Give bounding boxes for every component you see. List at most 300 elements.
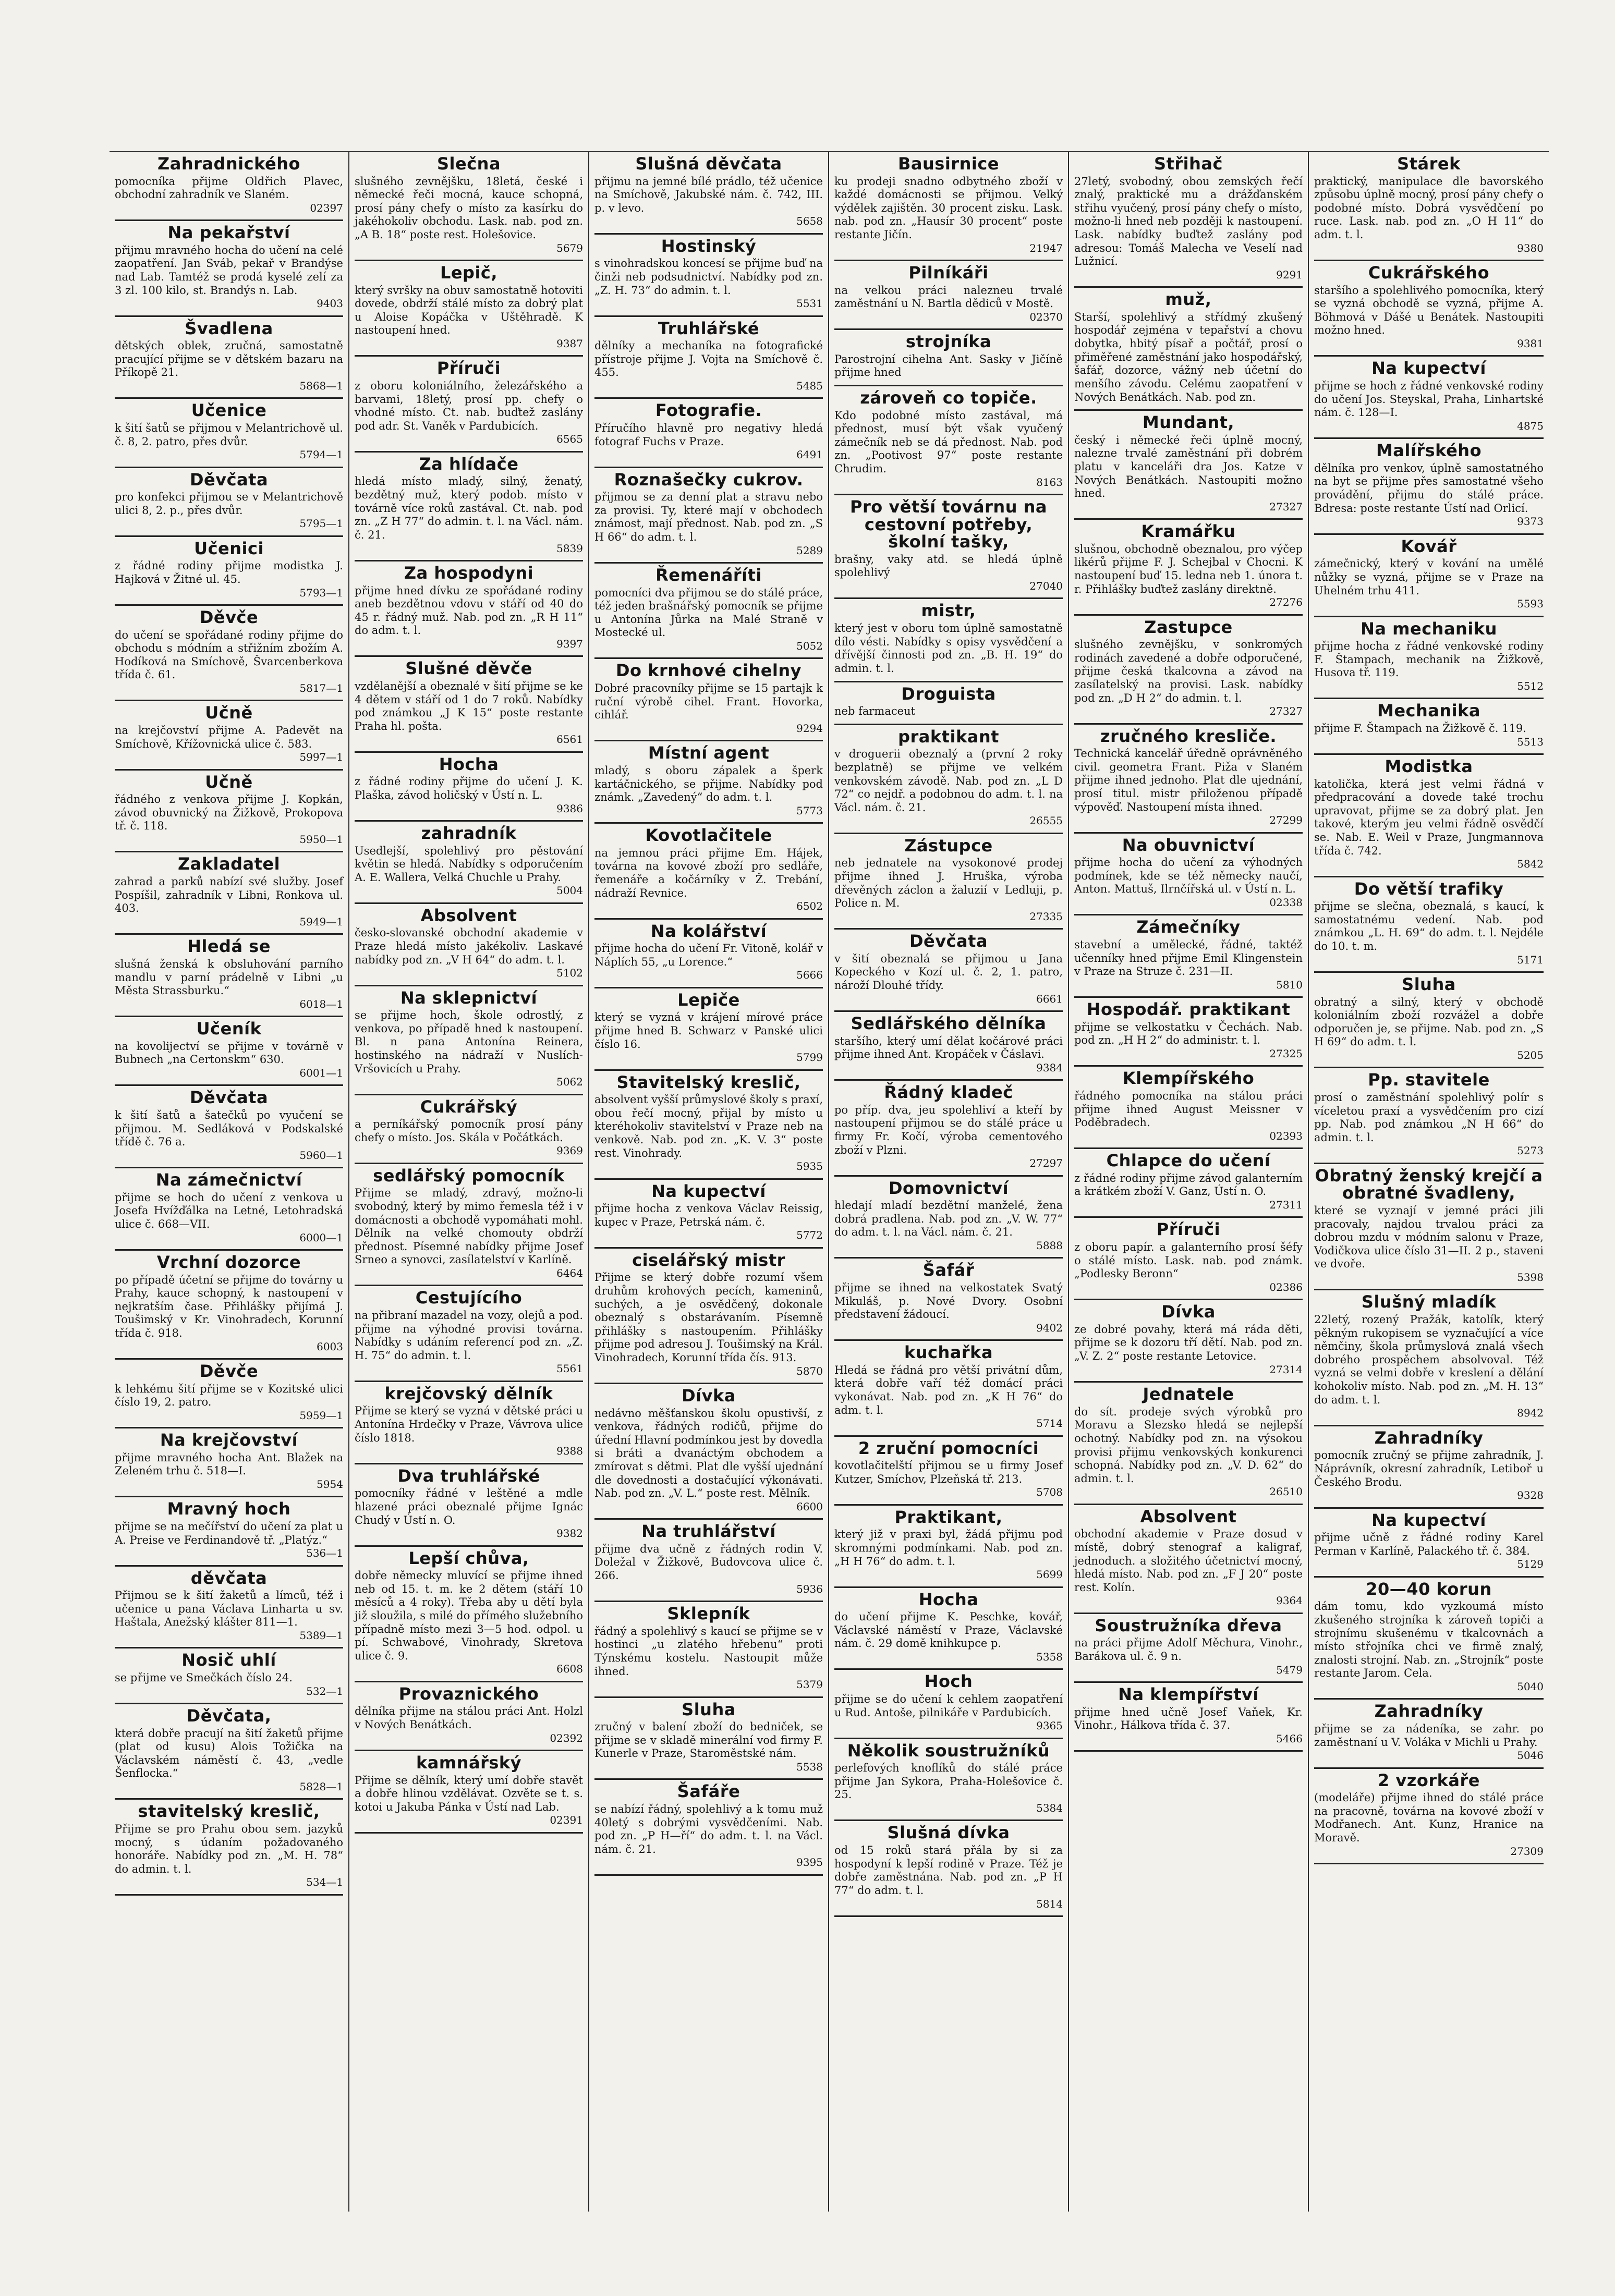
- classified-ad: [115, 1251, 343, 1360]
- ad-heading: Děvče: [199, 607, 259, 628]
- ad-heading: Na truhlářství: [641, 1521, 776, 1542]
- ad-reference-number: 9381: [1517, 337, 1544, 350]
- ad-heading: Hocha: [439, 754, 499, 774]
- ad-reference-number: 534—1: [306, 1876, 343, 1889]
- ad-heading: Šafáře: [677, 1781, 740, 1802]
- ad-reference-number: 02386: [1269, 1280, 1303, 1293]
- classified-ad: [1074, 725, 1303, 834]
- classified-ad: [115, 1704, 343, 1800]
- classified-ad: [594, 659, 823, 741]
- ad-body: staršího a spolehlivého pomocníka, který se vyzná obchodě se vyzná, přijme A. Böhmová v Dášé u Benátek. Nastoupiti možno hned.: [1314, 284, 1544, 337]
- ad-reference-number: 5814: [1036, 1897, 1063, 1910]
- classified-ad: [115, 1428, 343, 1497]
- ad-body: s vinohradskou koncesí se přijme buď na činži neb podsudnictví. Nabídky pod zn. „Z. H. 73“ do admin. t. l.: [594, 257, 823, 297]
- ad-body: Usedlejší, spolehlivý pro pěstování květin se hledá. Nabídky s odporučením A. E. Wallera, Velká Chuchle u Prahy.: [355, 844, 583, 884]
- ad-heading: Učně: [205, 703, 253, 723]
- classified-ad: [594, 317, 823, 399]
- ad-reference-number: 5512: [1517, 679, 1544, 692]
- ad-heading: zahradník: [421, 823, 517, 843]
- ad-heading: Soustružníka dřeva: [1095, 1615, 1282, 1635]
- ad-body: přijme se do učení k cehlem zaopatření u Rud. Antoše, pilnikáře v Pardubicích.: [834, 1693, 1063, 1719]
- ad-reference-number: 6464: [556, 1267, 583, 1280]
- classified-ad: [115, 537, 343, 606]
- classified-ad: [594, 1180, 823, 1249]
- classified-ad: [355, 986, 583, 1095]
- ad-reference-number: 27335: [1029, 910, 1063, 923]
- classified-ad: [355, 453, 583, 561]
- ad-reference-number: 21947: [1029, 241, 1063, 254]
- ad-heading: Nosič uhlí: [181, 1650, 276, 1670]
- ad-heading: Učně: [205, 772, 253, 792]
- ad-heading: Několik soustružníků: [847, 1740, 1050, 1761]
- classified-ad: [1074, 152, 1303, 288]
- ad-reference-number: 5772: [796, 1229, 823, 1242]
- ad-heading: Truhlářské: [658, 318, 760, 338]
- ad-heading: Řemenáříti: [655, 565, 762, 585]
- ad-reference-number: 5828—1: [299, 1780, 343, 1793]
- ad-heading: Na mechaniku: [1361, 618, 1497, 639]
- ad-heading: Děvčata,: [186, 1705, 272, 1726]
- classified-ad: [1314, 699, 1544, 755]
- ad-heading: Na obuvnictví: [1122, 835, 1255, 855]
- classified-ad: [1314, 1068, 1544, 1164]
- ad-heading: Absolvent: [420, 905, 517, 925]
- ad-heading: Slečna: [436, 154, 501, 174]
- column-1: [110, 152, 349, 2212]
- ad-heading: Za hospodyni: [404, 563, 534, 583]
- ad-heading: zároveň co topiče.: [860, 388, 1037, 408]
- ad-heading: Modistka: [1385, 756, 1473, 776]
- ad-body: z řádné rodiny přijme do učení J. K. Plaška, závod holičský v Ústí n. L.: [355, 775, 583, 801]
- ad-reference-number: 02392: [550, 1731, 583, 1744]
- ad-reference-number: 26510: [1269, 1485, 1303, 1498]
- ad-body: obchodní akademie v Praze dosud v místě, dobrý stenograf a kaligraf, jednoduch. a složitého účetnictví mocný, hledá místo. Nab. pod zn. „F J 20“ poste rest. Kolín.: [1074, 1528, 1303, 1594]
- classified-ad: [1074, 1383, 1303, 1505]
- ad-body: nedávno měšťanskou školu opustivší, z venkova, řádných rodičů, přijme do úřední Hlavní podmínkou jest by dovedla si bráti a dvanáctým obchodem a zmírovat s dětmi. Plat dle vyšší ujednání dle dovednosti a dostačující výkonávati. Nab. pod zn. „V. L.“ poste rest. Mělník.: [594, 1407, 823, 1500]
- ad-heading: Stavitelský kreslič,: [616, 1072, 801, 1092]
- ad-reference-number: 9402: [1036, 1321, 1063, 1334]
- ad-body: z oboru papír. a galanterního prosí šéfy o stálé místo. Lask. nab. pod známk. „Podlesky Beronn“: [1074, 1241, 1303, 1280]
- classified-ad: [834, 386, 1063, 495]
- ad-body: praktický, manipulace dle bavorského způsobu úplně mocný, prosí pány chefy o podobné místo. Dobrá vysvědčení po ruce. Lask. nab. pod zn. „O H 11“ do adm. t. l.: [1314, 175, 1544, 241]
- ad-heading: Roznašečky cukrov.: [614, 469, 804, 490]
- ad-heading: Do větší trafiky: [1354, 878, 1504, 899]
- ad-body: absolvent vyšší průmyslové školy s praxí, obou řečí mocný, přijal by místo u kteréhokoliv stavitelství v Praze neb na venkově. Nab. pod zn. „K. V. 3“ poste rest. Vinohrady.: [594, 1093, 823, 1159]
- ad-body: v droguerii obeznalý a (první 2 roky bezplatně) se přijme ve velkém venkovském závodě. Nab. pod zn. „L D 72“ co nejdř. a podobnou do adm. t. l. na Václ. nám. č. 21.: [834, 748, 1063, 814]
- ad-reference-number: 8163: [1036, 475, 1063, 488]
- ad-body: na jemnou práci přijme Em. Hájek, továrna na kovové zboží pro sedláře, řemenáře a kočárníky v Ž. Trebání, nádraží Revnice.: [594, 846, 823, 899]
- ad-heading: Cukrářského: [1368, 263, 1490, 283]
- ad-heading: Na kupectví: [1371, 1510, 1486, 1530]
- classified-ad: [115, 1168, 343, 1251]
- ad-heading: praktikant: [898, 726, 999, 747]
- classified-ad: [834, 1177, 1063, 1259]
- classified-ad: [115, 1017, 343, 1086]
- ad-heading: Hocha: [918, 1589, 979, 1609]
- ad-body: (modeláře) přijme ihned do stálé práce na pracovně, továrna na kovové zboží v Modřanech. Ant. Kunz, Hranice na Moravě.: [1314, 1791, 1544, 1844]
- ad-reference-number: 9365: [1036, 1719, 1063, 1732]
- ad-body: hledá místo mladý, silný, ženatý, bezdětný muž, který podob. místo v továrně více roků zastával. Ct. nab. pod zn. „Z H 77“ do admin. t. l. na Václ. nám. č. 21.: [355, 475, 583, 541]
- classified-ad: [355, 1382, 583, 1464]
- ad-heading: Lepič,: [440, 263, 498, 283]
- column-5: [1069, 152, 1309, 2212]
- classified-ad: [115, 399, 343, 468]
- ad-body: na přibraní mazadel na vozy, olejů a pod. přijme na výhodné provisi továrna. Nabídky s udáním referencí pod zn. „Z. H. 75“ do admin. t. l.: [355, 1309, 583, 1362]
- ad-reference-number: 02338: [1269, 896, 1303, 909]
- ad-body: se přijme ve Smečkách číslo 24.: [115, 1671, 293, 1684]
- ad-body: přijme se na mečířství do učení za plat u A. Preise ve Ferdinandově tř. „Platýz.“: [115, 1520, 343, 1546]
- classified-ad: [1314, 1578, 1544, 1700]
- classified-ad: [1314, 1509, 1544, 1578]
- classified-ad: [1314, 535, 1544, 617]
- ad-reference-number: 536—1: [306, 1547, 343, 1560]
- ad-reference-number: 6018—1: [299, 997, 343, 1010]
- ad-body: dělníka přijme na stálou práci Ant. Holzl v Nových Benátkách.: [355, 1705, 583, 1731]
- ad-heading: strojníka: [905, 332, 992, 352]
- ad-reference-number: 5810: [1276, 978, 1303, 991]
- ad-body: neb farmaceut: [834, 705, 915, 718]
- ad-heading: mistr,: [921, 601, 976, 621]
- ad-heading: Za hlídače: [419, 454, 519, 474]
- ad-reference-number: 5842: [1517, 858, 1544, 871]
- ad-heading: Děvčata: [189, 1088, 269, 1108]
- ad-heading: Zástupce: [904, 835, 993, 856]
- ad-body: od 15 roků stará přála by si za hospodyní k lepší rodině v Praze. Též je dobře zaměstnána. Nab. pod zn. „P H 77“ do adm. t. l.: [834, 1844, 1063, 1897]
- ad-body: obratný a silný, který v obchodě koloniálním zboží rozvážel a dobře odporučen je, se přijme. Nab. pod zn. „S H 69“ do adm. t. l.: [1314, 995, 1544, 1048]
- classified-ad: [355, 152, 583, 261]
- classified-ad: [355, 822, 583, 904]
- classified-ad: [1314, 877, 1544, 973]
- ad-heading: Hoch: [924, 1671, 973, 1692]
- ad-body: slušného zevnějšku, v sonkromých rodinách zavedené a dobře odporučené, přijme česká tkalcovna a závod na zasílatelský na provisi. Lask. nabídky pod zn. „D H 2“ do admin. t. l.: [1074, 638, 1303, 704]
- ad-reference-number: 6502: [796, 900, 823, 913]
- ad-body: pro konfekci přijmou se v Melantrichově ulici 8, 2. p., přes dvůr.: [115, 491, 343, 517]
- ad-heading: Učeník: [196, 1019, 262, 1039]
- classified-ad: [1314, 357, 1544, 439]
- classified-ad: [115, 1800, 343, 1895]
- classified-ad: [594, 824, 823, 919]
- ad-reference-number: 27299: [1269, 814, 1303, 827]
- ad-body: který jest v oboru tom úplně samostatně dílo vésti. Nabídky s opisy vysvědčení a dřívější činnosti pod zn. „B. H. 19“ do admin. t. l.: [834, 622, 1063, 675]
- ad-heading: Na kupectví: [1371, 358, 1486, 378]
- ad-body: Přijmou se k šití žaketů a límců, též i učenice u pana Václava Linharta u sv. Haštala, Anežský klášter 811—1.: [115, 1589, 343, 1629]
- ad-heading: ciselářský mistr: [632, 1250, 785, 1270]
- ad-body: do učení se spořádané rodiny přijme do obchodu s módním a střižním zbožím A. Hodíková na Smíchově, Švarcenberkova třída č. 61.: [115, 628, 343, 681]
- ad-reference-number: 6001—1: [299, 1066, 343, 1079]
- classified-ad: [1074, 1149, 1303, 1218]
- ad-reference-number: 5273: [1517, 1144, 1544, 1157]
- ad-body: do sít. prodeje svých výrobků pro Moravu a Slezsko hledá se nejlepší ochotný. Nabídky pod zn. na výsokou provisi přijmu venkovských konkurenci schopná. Nabídky pod zn. „V. D. 62“ do admin. t. l.: [1074, 1405, 1303, 1485]
- ad-heading: Pilníkáři: [908, 263, 989, 283]
- ad-reference-number: 27276: [1269, 596, 1303, 609]
- ad-reference-number: 9294: [796, 722, 823, 735]
- ad-heading: Kramářku: [1141, 521, 1236, 542]
- classified-ad: [1074, 998, 1303, 1067]
- ad-body: z řádné rodiny přijme závod galanterním a krátkém zboží V. Ganz, Ústí n. O.: [1074, 1171, 1303, 1198]
- ad-reference-number: 5102: [556, 967, 583, 980]
- classified-ad: [1314, 152, 1544, 261]
- ad-reference-number: 5658: [796, 215, 823, 228]
- ad-reference-number: 9328: [1517, 1489, 1544, 1502]
- ad-reference-number: 9364: [1276, 1594, 1303, 1607]
- ad-body: a perníkářský pomocník prosí pány chefy o místo. Jos. Skála v Počátkách.: [355, 1118, 583, 1144]
- ad-body: dobře německy mluvící se přijme ihned neb od 15. t. m. ke 2 dětem (stáří 10 měsíců a 4 roky). Třeba aby u dětí byla již sloužila, s milé do přímého služebního případně místo mezi 3—5 hod. odpol. u pí. Schwabové, Vinohrady, Skretova ulice č. 9.: [355, 1569, 583, 1662]
- ad-body: česko-slovanské obchodní akademie v Praze hledá místo jakékoliv. Laskavé nabídky pod zn. „V H 64“ do adm. t. l.: [355, 926, 583, 966]
- ad-heading: Lepší chůva,: [408, 1548, 529, 1568]
- ad-body: stavební a umělecké, řádné, taktéž učenníky hned přijme Emil Klingenstein v Praze na Struze č. 231—II.: [1074, 938, 1303, 978]
- classified-ad: [834, 1341, 1063, 1436]
- classified-ad: [115, 771, 343, 853]
- ad-body: který se vyzná v krájení mírové práce přijme hned B. Schwarz v Panské ulici číslo 16.: [594, 1011, 823, 1051]
- classified-ad: [594, 1384, 823, 1520]
- ad-reference-number: 5389—1: [299, 1629, 343, 1642]
- ad-body: český i německé řeči úplně mocný, nalezne trvalé zaměstnání při dobrém platu v kanceláři dra Jos. Katze v Nových Benátkách. Nastoupiti možno hned.: [1074, 433, 1303, 500]
- ad-reference-number: 5531: [796, 297, 823, 310]
- ad-body: neb jednatele na vysokonové prodej přijme ihned J. Hruška, výroba dřevěných záclon a žaluzií v Ledluji, p. Police n. M.: [834, 857, 1063, 910]
- classified-ad: [834, 834, 1063, 930]
- ad-reference-number: 9403: [317, 297, 343, 310]
- ad-body: dětských oblek, zručná, samostatně pracující přijme se v dětském bazaru na Příkopě 21.: [115, 339, 343, 379]
- ad-body: přijme hocha z venkova Václav Reissig, kupec v Praze, Petrská nám. č.: [594, 1202, 823, 1228]
- ad-body: perlefových knoflíků do stálé práce přijme Jan Sykora, Praha-Holešovice č. 25.: [834, 1762, 1063, 1801]
- ad-reference-number: 5699: [1036, 1568, 1063, 1581]
- ad-heading: Učenice: [191, 400, 267, 421]
- ad-reference-number: 9397: [556, 637, 583, 650]
- ad-heading: Na krejčovství: [160, 1430, 298, 1450]
- ad-heading: Kovář: [1401, 536, 1457, 556]
- classified-ad: [834, 1670, 1063, 1739]
- ad-heading: Hospodář. praktikant: [1086, 999, 1291, 1020]
- ad-reference-number: 5868—1: [299, 380, 343, 393]
- ad-reference-number: 27327: [1269, 500, 1303, 513]
- ad-reference-number: 5817—1: [299, 682, 343, 695]
- ad-reference-number: 5870: [796, 1364, 823, 1377]
- ad-heading: Lepiče: [677, 990, 740, 1010]
- ad-reference-number: 5839: [556, 542, 583, 555]
- classified-ad: [355, 753, 583, 822]
- ad-body: Starší, spolehlivý a střídmý zkušený hospodář zejména v tepařství a chovu dobytka, hbitý písař a počtář, prosí o přiměřené zaměstnání jako hospodářský, šafář, dozorce, vážný neb účetní do menšího závodu. Celému zaopatření v Nových Benátkách. Nab. pod zn.: [1074, 310, 1303, 404]
- ad-heading: Slušná děvčata: [635, 154, 782, 174]
- ad-reference-number: 6661: [1036, 992, 1063, 1005]
- ad-body: Kdo podobné místo zastával, má přednost, musí být však vyučený zámečník neb se dá přednost. Nab. pod zn. „Pootivost 97“ poste restante Chrudim.: [834, 409, 1063, 475]
- ad-heading: Řádný kladeč: [884, 1082, 1013, 1103]
- ad-heading: Dva truhlářské: [397, 1465, 540, 1486]
- classified-ad: [594, 152, 823, 235]
- ad-body: dělníky a mechaníka na fotografické přístroje přijme J. Vojta na Smíchově č. 455.: [594, 339, 823, 379]
- classified-ad: [594, 1249, 823, 1384]
- ad-reference-number: 5799: [796, 1051, 823, 1064]
- ad-heading: Bausirnice: [898, 154, 999, 174]
- ad-body: řádného pomocníka na stálou práci přijme ihned August Meissner v Poděbradech.: [1074, 1090, 1303, 1129]
- ad-body: pomocníky řádné v leštěné a mdle hlazené práci obeznalé přijme Ignác Chudý v Ústí n. O.: [355, 1487, 583, 1526]
- ad-heading: Stárek: [1397, 154, 1461, 174]
- ad-heading: Děvčata: [189, 469, 269, 490]
- ad-reference-number: 27325: [1269, 1047, 1303, 1060]
- ad-body: přijme hned učně Josef Vaňek, Kr. Vinohr., Hálkova třída č. 37.: [1074, 1705, 1303, 1732]
- ad-reference-number: 5513: [1517, 735, 1544, 748]
- classified-ad: [115, 606, 343, 701]
- ad-body: 27letý, svobodný, obou zemských řečí znalý, praktické mu a drážďanském střihu vyučený, prosí pány chefy o místo, možno-li hned neb později k nastoupení. Lask. nabídky buďtež zaslány pod adresou: Tomáš Malecha ve Veselí nad Lužnicí.: [1074, 175, 1303, 268]
- ad-body: se přijme hoch, škole odrostlý, z venkova, po případě hned k nastoupení. Bl. n pana Antonína Reinera, hostinského na nádraží v Nuslích-Vršovicích u Prahy.: [355, 1009, 583, 1075]
- classified-ad: [594, 235, 823, 317]
- ad-reference-number: 5485: [796, 380, 823, 393]
- ad-body: slušného zevnějšku, 18letá, české i německé řeči mocná, kauce schopná, prosí pány chefy o místo za kasírku do jakéhokoliv obchodu. Lask. nab. pod zn. „A B. 18“ poste rest. Holešovice.: [355, 175, 583, 241]
- ad-body: který svršky na obuv samostatně hotoviti dovede, obdrží stálé místo za dobrý plat u Aloise Kopáčka v Uštěhradě. K nastoupení hned.: [355, 284, 583, 337]
- ad-reference-number: 5004: [556, 884, 583, 897]
- classified-ad: [834, 1739, 1063, 1822]
- ad-reference-number: 5205: [1517, 1049, 1544, 1061]
- ad-body: hledají mladí bezdětní manželé, žena dobrá pradlena. Nab. pod zn. „V. W. 77“ do adm. t. l. na Václ. nám. č. 21.: [834, 1199, 1063, 1239]
- ad-reference-number: 5466: [1276, 1732, 1303, 1745]
- classified-ad: [594, 1520, 823, 1602]
- ad-reference-number: 6565: [556, 433, 583, 446]
- ad-body: do učení přijme K. Peschke, kovář, Václavské náměstí v Praze, Václavské nám. č. 29 domě knihkupce p.: [834, 1610, 1063, 1650]
- ad-body: zámečnický, který v kování na umělé nůžky se vyzná, přijme se v Praze na Uhelném trhu 411.: [1314, 557, 1544, 597]
- ad-body: po příp. dva, jeu spolehliví a kteří by nastoupení přijmou se do stálé práce u firmy Fr. Kočí, výroba cementového zboží v Plzni.: [834, 1103, 1063, 1156]
- ad-body: přijme hocha do učení Fr. Vitoně, kolář v Náplích 55, „u Lorence.“: [594, 942, 823, 968]
- ad-reference-number: 27297: [1029, 1157, 1063, 1170]
- ad-reference-number: 27040: [1029, 580, 1063, 593]
- classified-ad: [115, 468, 343, 537]
- ad-heading: Švadlena: [185, 318, 273, 338]
- ad-heading: Příruči: [436, 358, 501, 378]
- classified-ad: [115, 152, 343, 221]
- ad-reference-number: 5960—1: [299, 1149, 343, 1162]
- ad-heading: kuchařka: [904, 1342, 993, 1363]
- classified-ad: [115, 1086, 343, 1168]
- classified-ad: [834, 152, 1063, 261]
- classified-ad: [1074, 616, 1303, 725]
- ad-reference-number: 5935: [796, 1160, 823, 1173]
- ad-heading: 20—40 korun: [1366, 1579, 1492, 1599]
- ad-reference-number: 5384: [1036, 1802, 1063, 1815]
- ad-heading: Na pekařství: [167, 223, 290, 243]
- ad-reference-number: 5129: [1517, 1558, 1544, 1571]
- classified-ad: [834, 682, 1063, 725]
- ad-heading: 2 zruční pomocníci: [858, 1438, 1039, 1458]
- classified-ad: [1314, 1769, 1544, 1864]
- ad-body: na práci přijme Adolf Měchura, Vinohr., Barákova ul. č. 9 n.: [1074, 1636, 1303, 1663]
- ad-body: přijme se za nádeníka, se zahr. po zaměstnaní u V. Voláka v Michli u Prahy.: [1314, 1722, 1544, 1749]
- classified-ad: [115, 221, 343, 316]
- ad-heading: Klempířského: [1122, 1068, 1255, 1089]
- ad-reference-number: 02397: [310, 201, 343, 214]
- ad-reference-number: 6000—1: [299, 1231, 343, 1244]
- classified-ad: [115, 1360, 343, 1428]
- ad-body: přijme mravného hocha Ant. Blažek na Zeleném trhu č. 518—I.: [115, 1451, 343, 1477]
- column-2: [349, 152, 589, 2212]
- ad-body: Přijme se pro Prahu obou sem. jazyků mocný, s údaním požadovaného honoráře. Nabídky pod zn. „M. H. 78“ do admin. t. l.: [115, 1823, 343, 1875]
- ad-heading: Na zámečnictví: [155, 1170, 302, 1190]
- ad-body: na krejčovství přijme A. Padevět na Smíchově, Křížovnická ulice č. 583.: [115, 724, 343, 750]
- ad-body: přijmou se za denní plat a stravu nebo za provisi. Ty, které mají v obchodech známost, mají přednost. Nab. pod zn. „S H 66“ do adm. t. l.: [594, 491, 823, 544]
- ad-body: na kovolijectví se přijme v továrně v Bubnech „na Certonskm“ 630.: [115, 1040, 343, 1066]
- classified-ad: [834, 1259, 1063, 1341]
- ad-heading: sedlářský pomocník: [373, 1165, 565, 1186]
- classified-ad: [594, 988, 823, 1071]
- ad-reference-number: 5561: [556, 1362, 583, 1375]
- classified-ad: [834, 261, 1063, 330]
- ad-reference-number: 9384: [1036, 1061, 1063, 1074]
- ad-body: pomocníka přijme Oldřich Plavec, obchodní zahradník ve Slaném.: [115, 175, 343, 201]
- ad-reference-number: 5959—1: [299, 1409, 343, 1422]
- ad-body: vzdělanější a obeznalé v šití přijme se ke 4 dětem v stáří od 1 do 7 roků. Nabídky pod známkou „J K 15“ poste restante Praha hl. pošta.: [355, 679, 583, 732]
- ad-body: z oboru koloniálního, železářského a barvami, 18letý, prosí pp. chefy o vhodné místo. Ct. nab. buďtež zaslány pod adr. St. Vaněk v Pardubicích.: [355, 380, 583, 432]
- classified-ad: [834, 1588, 1063, 1670]
- classified-ad: [1314, 261, 1544, 357]
- ad-reference-number: 5949—1: [299, 915, 343, 928]
- classified-ad: [1314, 755, 1544, 877]
- classified-ad: [834, 495, 1063, 599]
- ad-body: přijme hned dívku ze spořádané rodiny aneb bezdětnou vdovu v stáří od 40 do 45 r. řádný muž. Nab. pod zn. „R H 11“ do adm. t. l.: [355, 584, 583, 637]
- ad-reference-number: 9373: [1517, 515, 1544, 528]
- ad-reference-number: 5379: [796, 1678, 823, 1691]
- classified-ad: [355, 657, 583, 752]
- ad-body: dám tomu, kdo vyzkoumá místo zkušeného strojníka k zároveň topiči a strojnímu skušenému v tkalcovnách a místo střojníka chci ve firmě znalý, znalosti strojní. Nab. zn. „Strojník“ poste restante Jarom. Cela.: [1314, 1600, 1544, 1680]
- ad-reference-number: 5773: [796, 804, 823, 817]
- ad-heading: Na kolářství: [650, 921, 767, 941]
- ad-body: v šití obeznalá se přijmou u Jana Kopeckého v Kozí ul. č. 2, 1. patro, nároží Dlouhé třídy.: [834, 952, 1063, 992]
- ad-heading: Hledá se: [187, 936, 271, 957]
- classified-ad: [834, 1506, 1063, 1588]
- ad-body: přijme F. Štampach na Žižkově č. 119.: [1314, 722, 1526, 735]
- ad-body: přijme se velkostatku v Čechách. Nab. pod zn. „H H 2“ do administr. t. l.: [1074, 1020, 1303, 1047]
- ad-body: kovotlačitelští přijmou se u firmy Josef Kutzer, Smíchov, Plzeňská tř. 213.: [834, 1459, 1063, 1485]
- ad-body: Parostrojní cihelna Ant. Sasky v Jičíně přijme hned: [834, 352, 1063, 379]
- ad-reference-number: 9380: [1517, 241, 1544, 254]
- classified-ad: [1314, 973, 1544, 1068]
- ad-heading: Slušné děvče: [405, 658, 532, 679]
- ad-reference-number: 9382: [556, 1527, 583, 1540]
- classified-ad: [1314, 439, 1544, 534]
- ad-heading: Děvče: [199, 1361, 259, 1381]
- ad-heading: stavitelský kreslič,: [138, 1801, 320, 1822]
- ad-reference-number: 9291: [1276, 268, 1303, 281]
- classified-ad: [594, 1780, 823, 1875]
- ad-heading: kamnářský: [416, 1752, 522, 1773]
- ad-heading: Zakladatel: [177, 854, 281, 874]
- ad-heading: Domovnictví: [888, 1178, 1009, 1198]
- classified-ad: [1314, 1164, 1544, 1291]
- ad-reference-number: 9395: [796, 1856, 823, 1869]
- ad-reference-number: 8942: [1517, 1407, 1544, 1420]
- classified-ad: [1074, 1505, 1303, 1614]
- classified-ad: [1074, 1683, 1303, 1752]
- ad-reference-number: 6491: [796, 448, 823, 461]
- ad-heading: 2 vzorkáře: [1377, 1770, 1480, 1790]
- ad-heading: Zastupce: [1144, 617, 1233, 637]
- classified-ad: [1074, 411, 1303, 520]
- ad-heading: Sluha: [682, 1699, 736, 1719]
- ad-body: přijme hocha do učení za výhodných podmínek, kde se též německy naučí, Anton. Mattuš, Ilrnčířská ul. v Ústí n. L.: [1074, 856, 1303, 896]
- ad-body: 22letý, rozený Pražák, katolík, který pěkným rukopisem se vyznačující a více němčiny, škola průmyslová znalá všech dobrého prospěchem absolvoval. Též vyzná se velmi dobře v kreslení a dělání kohokoliv místo. Nab. pod zn. „M. H. 13“ do adm. t. l.: [1314, 1313, 1544, 1406]
- classified-ad: [1074, 1067, 1303, 1149]
- ad-reference-number: 02393: [1269, 1129, 1303, 1142]
- ad-body: které se vyznají v jemné práci jili pracovaly, najdou trvalou práci za dobrou mzdu v módním salonu v Praze, Vodičkova ulice číslo 31—II. 2 p., staveni ve dvoře.: [1314, 1204, 1544, 1271]
- ad-heading: Na kupectví: [651, 1181, 766, 1201]
- ad-heading: Fotografie.: [655, 400, 762, 421]
- ad-reference-number: 5795—1: [299, 517, 343, 530]
- classified-ad: [834, 599, 1063, 682]
- classified-ad: [1074, 1218, 1303, 1300]
- ad-reference-number: 27311: [1269, 1199, 1303, 1212]
- ad-body: se nabízí řádný, spolehlivý a k tomu muž 40letý s dobrými vysvědčeními. Nab. pod zn. „P H—ří“ do adm. t. l. na Václ. nám. č. 21.: [594, 1802, 823, 1855]
- classified-ad: [1314, 1700, 1544, 1768]
- ad-reference-number: 5888: [1036, 1239, 1063, 1252]
- classified-ad: [115, 1497, 343, 1566]
- ad-body: katolička, která jest velmi řádná v předpracování a dovede také trochu upravovat, přijme se za dobrý plat. Jen takové, kterým jeu velmi řádně osvědčí se. Nab. E. Weil v Praze, Jungmannova třída č. 742.: [1314, 777, 1544, 857]
- ad-reference-number: 9387: [556, 337, 583, 350]
